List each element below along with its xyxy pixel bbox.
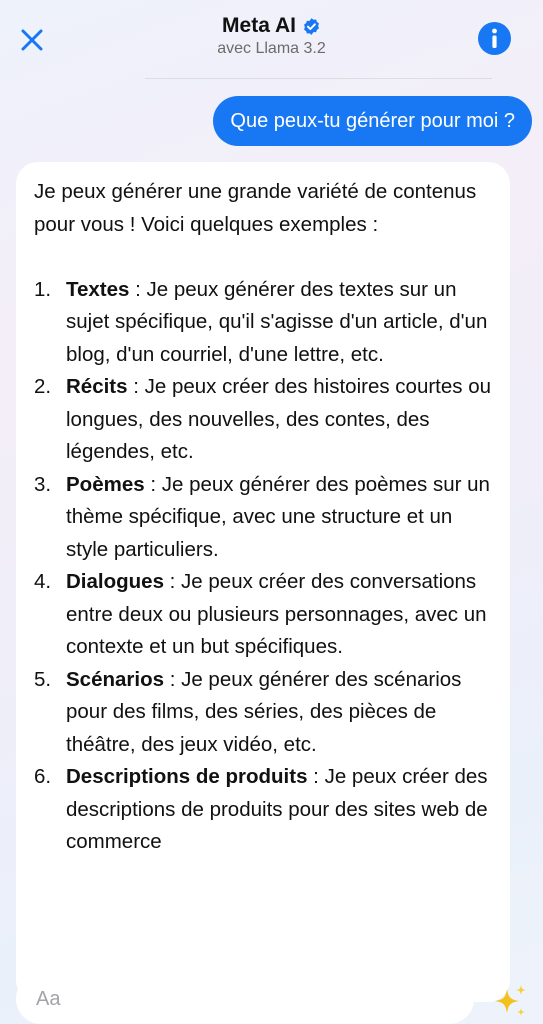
list-item [34,566,492,664]
list-item-number: 4. [34,570,52,593]
list-item [34,371,492,469]
list-item-number: 1. [34,277,52,301]
ai-examples-list [34,274,492,859]
list-item-title: Dialogues [66,570,164,593]
list-item-number: 3. [34,472,52,496]
ai-intro-text: Je peux générer une grande variété de contenus pour vous ! Voici quelques exemples : [34,180,477,236]
list-item-title: Textes [66,277,130,301]
message-input[interactable]: Aa [36,988,61,1010]
sparkles-icon[interactable] [490,983,530,1021]
list-item-title: Récits [66,375,128,398]
list-item-title: Scénarios [66,667,164,691]
list-item [34,761,492,859]
list-item [34,469,492,567]
list-item-text: : Je peux créer des descriptions de produits pour des sites web de commerce [66,765,488,853]
list-item-number: 2. [34,375,52,398]
header-divider [145,78,492,79]
list-item-title: Descriptions de produits [66,765,308,788]
ai-message-bubble[interactable] [16,162,510,1002]
user-message-bubble[interactable]: Que peux-tu générer pour moi ? [213,96,532,146]
list-item-number: 6. [34,765,52,788]
list-item-text: : Je peux générer des poèmes sur un thème spécifique, avec une structure et un style particuliers. [66,472,490,561]
list-item-title: Poèmes [66,472,145,496]
list-item-text: : Je peux générer des textes sur un sujet spécifique, qu'il s'agisse d'un article, d'un blog, d'un courriel, d'une lettre, etc. [66,277,488,366]
message-composer[interactable] [16,974,474,1024]
chat-title-block [0,14,543,58]
list-item [34,274,492,372]
list-item-text: : Je peux créer des conversations entre deux ou plusieurs personnages, avec un contexte et un but spécifiques. [66,570,487,658]
verified-badge-icon [302,17,321,36]
chat-subtitle: avec Llama 3.2 [217,40,326,57]
list-item-number: 5. [34,667,52,691]
list-item-text: : Je peux générer des scénarios pour des films, des séries, des pièces de théâtre, des jeux vidéo, etc. [66,667,462,756]
chat-title: Meta AI [222,14,296,37]
list-item [34,664,492,762]
list-item-text: : Je peux créer des histoires courtes ou longues, des nouvelles, des contes, des légendes, etc. [66,375,492,463]
info-icon[interactable] [478,22,511,55]
chat-header [0,0,543,78]
